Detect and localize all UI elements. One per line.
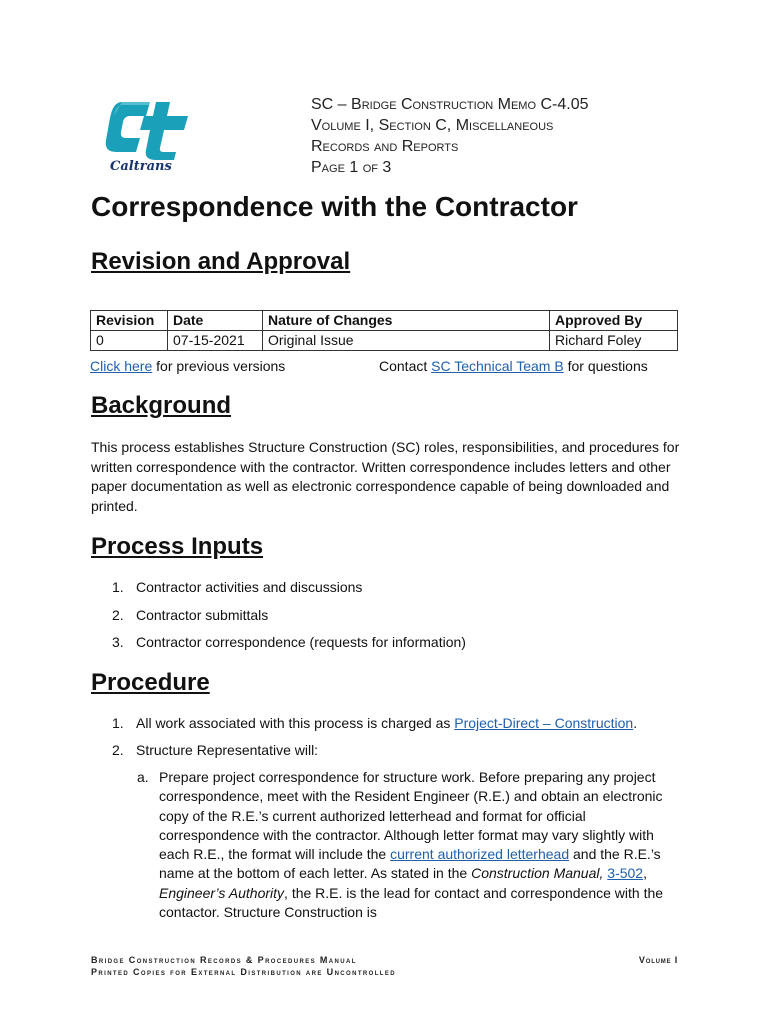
letterhead-link[interactable]: current authorized letterhead [390, 846, 570, 863]
list-item: 2. Structure Representative will: [112, 742, 319, 758]
project-direct-link[interactable]: Project-Direct – Construction [454, 715, 634, 731]
list-item: 1. Contractor activities and discussions [112, 579, 363, 595]
memo-number: SC – Bridge Construction Memo C-4.05 [311, 96, 589, 113]
page-number: Page 1 of 3 [311, 159, 392, 176]
section-title: Records and Reports [311, 138, 459, 155]
heading-procedure: Procedure [91, 669, 210, 696]
background-paragraph: This process establishes Structure Construction (SC) roles, responsibilities, and procedures for written correspondence with the contractor. Written correspondence includes letters and other paper documentation as well as electronic correspondence capable of being downloaded and printed. [91, 439, 680, 514]
list-item: 1. All work associated with this process is charged as Project-Direct – Construction. [112, 715, 638, 731]
table-header-row [91, 311, 678, 331]
footer-left [91, 954, 396, 978]
col-approved: Approved By [550, 311, 678, 331]
footer-volume: Volume I [638, 955, 678, 965]
contact-text: Contact [379, 358, 432, 374]
click-here-link[interactable]: Click here [90, 358, 153, 374]
cell-revision: 0 [91, 331, 168, 351]
list-item: 3. Contractor correspondence (requests for information) [112, 634, 466, 650]
table-row [91, 331, 678, 351]
col-nature: Nature of Changes [263, 311, 550, 331]
svg-text:Caltrans: Caltrans [110, 159, 172, 174]
caltrans-logo [104, 96, 200, 174]
section-3-502-link[interactable]: 3-502 [607, 865, 644, 882]
caltrans-ct-icon [104, 96, 200, 174]
cell-nature: Original Issue [263, 331, 550, 351]
heading-background: Background [91, 392, 232, 419]
col-date: Date [168, 311, 263, 331]
previous-versions-line [90, 358, 285, 374]
heading-process-inputs: Process Inputs [91, 533, 264, 560]
previous-versions-text: for previous versions [152, 358, 286, 374]
heading-revision: Revision and Approval [91, 248, 351, 275]
distribution-note: Printed Copies for External Distribution are Uncontrolled [91, 967, 396, 977]
cell-approved: Richard Foley [550, 331, 678, 351]
sub-item-a-text: Prepare project correspondence for structure work. Before preparing any project correspondence, meet with the Resident Engineer (R.E.) and obtain an electronic copy of the R.E.’s current authorized letterhead and format for official correspondence with the contractor. Although letter format may vary slightly with each R.E., the format will include the current authorized letterhead and the R.E.’s name at the bottom of each letter. As stated in the Construction Manual, 3-502, Engineer’s Authority, the R.E. is the lead for contact and correspondence with the contactor. Structure Construction is [159, 769, 664, 921]
col-revision: Revision [91, 311, 168, 331]
volume-section: Volume I, Section C, Miscellaneous [311, 117, 554, 134]
sub-item-a: a. Prepare project correspondence for structure work. Before preparing any project correspondence, meet with the Resident Engineer (R.E.) and obtain an electronic copy of the R.E.’s current authorized letterhead and format for official correspondence with the contractor. Although letter format may vary slightly with each R.E., the format will include the current authorized letterhead and the R.E.’s name at the bottom of each letter. As stated in the Construction Manual, 3-502, Engineer’s Authority, the R.E. is the lead for contact and correspondence with the contactor. Structure Construction is [137, 768, 677, 922]
page-title: Correspondence with the Contractor [91, 191, 578, 222]
document-header [311, 94, 589, 178]
contact-line [379, 358, 648, 374]
revision-table [90, 310, 678, 351]
sc-technical-team-link[interactable]: SC Technical Team B [431, 358, 564, 374]
manual-title: Bridge Construction Records & Procedures Manual [91, 955, 357, 965]
list-item: 2. Contractor submittals [112, 607, 269, 623]
questions-text: for questions [563, 358, 648, 374]
cell-date: 07-15-2021 [168, 331, 263, 351]
